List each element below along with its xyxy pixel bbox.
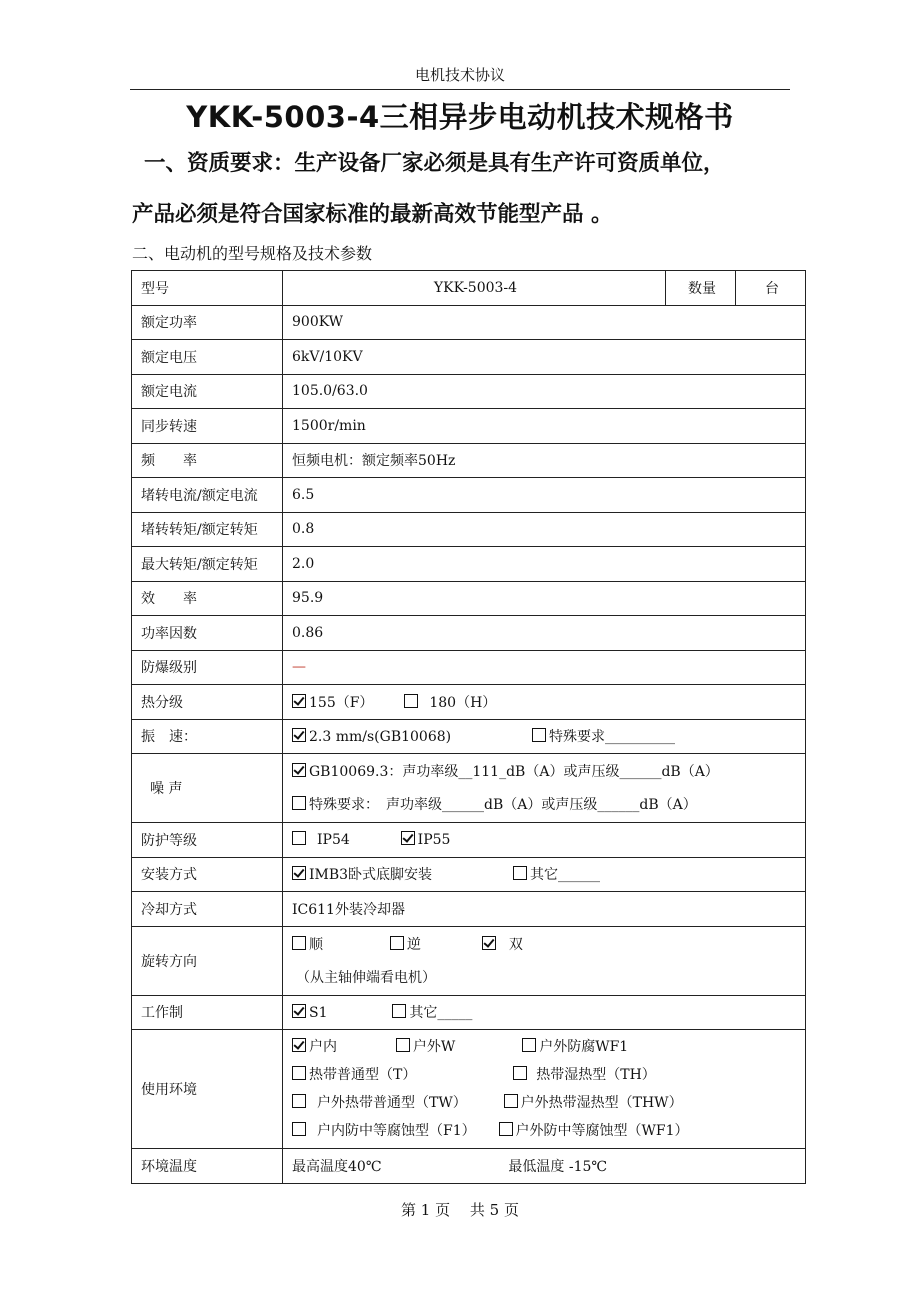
environment-row-2: [292, 1061, 799, 1089]
requirement-line-2: 产品必须是符合国家标准的最新高效节能型产品 。: [132, 202, 613, 227]
option-label: 其它_____: [409, 1005, 473, 1022]
row-label: 堵转转矩/额定转矩: [132, 512, 283, 547]
rotation-options: [292, 929, 799, 962]
table-row-insulation: [132, 685, 806, 720]
option-label: 热带普通型（T）: [309, 1067, 417, 1083]
option-label: 180（H）: [429, 694, 497, 711]
checkbox-outdoor-w[interactable]: [396, 1038, 410, 1052]
option-label: 顺: [309, 936, 323, 953]
table-row: [132, 305, 806, 340]
checkbox-clockwise[interactable]: [292, 936, 306, 950]
document-title: YKK-5003-4三相异步电动机技术规格书: [186, 100, 734, 134]
checkbox-155f[interactable]: [292, 694, 306, 708]
option-label: 户内防中等腐蚀型（F1）: [317, 1123, 476, 1139]
row-label: 堵转电流/额定电流: [132, 478, 283, 513]
option-label: GB10069.3：声功率级__111_dB（A）或声压级______dB（A）: [309, 764, 719, 780]
checkbox-outdoor-thw[interactable]: [504, 1094, 518, 1108]
option-label: 特殊要求__________: [549, 729, 676, 746]
row-value: 6.5: [283, 478, 806, 513]
requirement-line-1: 一、资质要求：生产设备厂家必须是具有生产许可资质单位，: [144, 151, 725, 176]
noise-option-2: [292, 789, 799, 822]
option-label: IP54: [317, 832, 350, 849]
checkbox-indoor[interactable]: [292, 1038, 306, 1052]
table-row-temperature: [132, 1149, 806, 1184]
header-divider: [130, 89, 790, 90]
checkbox-vibration-special[interactable]: [532, 728, 546, 742]
table-row: [132, 650, 806, 685]
row-label: 冷却方式: [132, 892, 283, 927]
option-label: 2.3 mm/s(GB10068): [309, 729, 452, 746]
row-value: 2.0: [283, 547, 806, 582]
table-row-protection: [132, 823, 806, 858]
table-row: [132, 374, 806, 409]
checkbox-noise-standard[interactable]: [292, 763, 306, 777]
checkbox-tropical-th[interactable]: [513, 1066, 527, 1080]
row-value: 恒频电机：额定频率50Hz: [283, 443, 806, 478]
checkbox-ip54[interactable]: [292, 831, 306, 845]
table-row-cooling: [132, 892, 806, 927]
row-label: 型号: [132, 271, 283, 306]
table-row: [132, 443, 806, 478]
checkbox-outdoor-wf1[interactable]: [522, 1038, 536, 1052]
option-label: 双: [508, 936, 523, 953]
environment-row-3: [292, 1089, 799, 1117]
checkbox-mounting-other[interactable]: [513, 866, 527, 880]
row-label: 旋转方向: [132, 926, 283, 995]
option-label: 户外防中等腐蚀型（WF1）: [515, 1123, 689, 1139]
min-temperature: 最低温度 -15℃: [508, 1158, 608, 1175]
option-label: S1: [309, 1005, 328, 1022]
option-label: 户外热带湿热型（THW）: [520, 1095, 683, 1111]
row-value: 95.9: [283, 581, 806, 616]
row-value: 105.0/63.0: [283, 374, 806, 409]
environment-row-4: [292, 1117, 799, 1145]
checkbox-bidirectional[interactable]: [482, 936, 496, 950]
page-footer: 第 1 页 共 5 页: [401, 1201, 519, 1219]
max-temperature: 最高温度40℃: [292, 1158, 382, 1175]
table-row: [132, 616, 806, 651]
section-2-title: 二、电动机的型号规格及技术参数: [132, 244, 373, 263]
rotation-note: （从主轴伸端看电机）: [296, 969, 436, 986]
row-label: 效 率: [132, 581, 283, 616]
option-label: 特殊要求： 声功率级______dB（A）或声压级______dB（A）: [309, 797, 697, 813]
row-label: 频 率: [132, 443, 283, 478]
checkbox-ip55[interactable]: [401, 831, 415, 845]
row-label: 噪 声: [132, 754, 283, 823]
checkbox-vibration-standard[interactable]: [292, 728, 306, 742]
row-label: 防护等级: [132, 823, 283, 858]
row-label: 功率因数: [132, 616, 283, 651]
table-row-rotation: [132, 926, 806, 995]
table-row: [132, 581, 806, 616]
row-label: 额定功率: [132, 305, 283, 340]
spec-table: [131, 270, 806, 1184]
table-row: [132, 409, 806, 444]
row-value: IC611外装冷却器: [283, 892, 806, 927]
checkbox-noise-special[interactable]: [292, 796, 306, 810]
page-header: 电机技术协议: [414, 66, 505, 84]
row-value: 0.86: [283, 616, 806, 651]
table-row-vibration: [132, 719, 806, 754]
table-row-duty: [132, 995, 806, 1030]
checkbox-180h[interactable]: [404, 694, 418, 708]
row-label: 额定电压: [132, 340, 283, 375]
option-label: IP55: [417, 832, 451, 849]
row-label: 安装方式: [132, 857, 283, 892]
table-row-environment: [132, 1030, 806, 1149]
noise-option-1: [292, 756, 799, 789]
row-label: 环境温度: [132, 1149, 283, 1184]
table-row: [132, 478, 806, 513]
row-value: —: [283, 650, 806, 685]
row-label: 防爆级别: [132, 650, 283, 685]
table-row-mounting: [132, 857, 806, 892]
table-row-model: [132, 271, 806, 306]
option-label: 热带湿热型（TH）: [536, 1067, 656, 1083]
checkbox-indoor-f1[interactable]: [292, 1122, 306, 1136]
row-label: 额定电流: [132, 374, 283, 409]
table-row: [132, 340, 806, 375]
checkbox-tropical-t[interactable]: [292, 1066, 306, 1080]
option-label: 其它______: [529, 867, 600, 884]
option-label: 155（F）: [309, 694, 374, 711]
model-value: YKK-5003-4: [283, 271, 666, 306]
option-label: 逆: [406, 936, 421, 953]
checkbox-counterclockwise[interactable]: [390, 936, 404, 950]
table-row: [132, 547, 806, 582]
checkbox-imb3[interactable]: [292, 866, 306, 880]
option-label: 户外热带普通型（TW）: [317, 1095, 467, 1111]
quantity-label: 数量: [666, 271, 736, 306]
option-label: IMB3卧式底脚安装: [309, 867, 433, 884]
option-label: 户外防腐WF1: [539, 1039, 629, 1055]
row-label: 振 速：: [132, 719, 283, 754]
row-value: 0.8: [283, 512, 806, 547]
table-row-noise: [132, 754, 806, 823]
checkbox-outdoor-tw[interactable]: [292, 1094, 306, 1108]
option-label: 户内: [309, 1039, 337, 1055]
unit-value: 台: [736, 271, 806, 306]
checkbox-s1[interactable]: [292, 1004, 306, 1018]
row-label: 热分级: [132, 685, 283, 720]
row-label: 使用环境: [132, 1030, 283, 1149]
row-label: 最大转矩/额定转矩: [132, 547, 283, 582]
row-value: 6kV/10KV: [283, 340, 806, 375]
row-label: 工作制: [132, 995, 283, 1030]
option-label: 户外W: [412, 1039, 456, 1055]
row-value: 900KW: [283, 305, 806, 340]
checkbox-duty-other[interactable]: [392, 1004, 406, 1018]
checkbox-outdoor-corrosion-wf1[interactable]: [499, 1122, 513, 1136]
environment-row-1: [292, 1033, 799, 1061]
row-value: 1500r/min: [283, 409, 806, 444]
table-row: [132, 512, 806, 547]
row-label: 同步转速: [132, 409, 283, 444]
